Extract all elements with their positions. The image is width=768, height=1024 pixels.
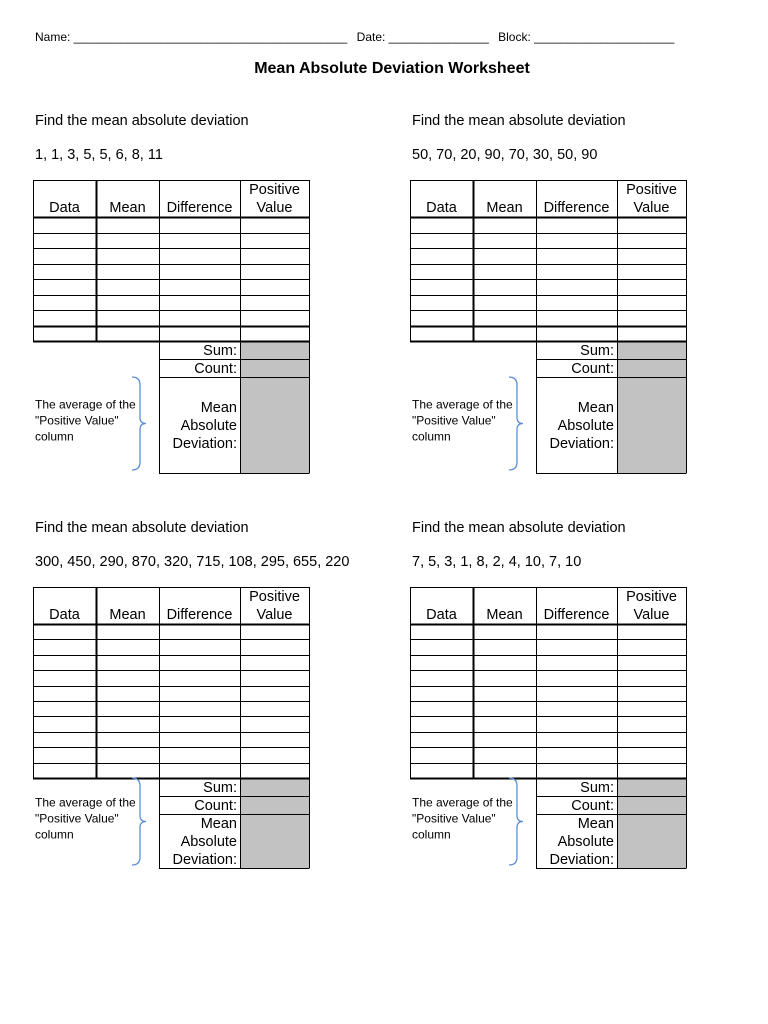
mad-label-absolute: Absolute: [180, 418, 237, 434]
mad-label-mean: Mean: [577, 816, 614, 832]
problem-4: [410, 520, 740, 868]
note-line: "Positive Value": [35, 811, 119, 826]
header-positive: Positive: [249, 589, 300, 605]
problem-prompt: Find the mean absolute deviation: [412, 520, 626, 536]
note-line: The average of the: [35, 397, 136, 412]
header-difference: Difference: [543, 607, 610, 623]
note-line: "Positive Value": [412, 811, 496, 826]
header-mean: Mean: [109, 607, 146, 623]
mad-label-mean: Mean: [577, 400, 614, 416]
brace-icon: [132, 778, 146, 865]
count-answer-cell[interactable]: [241, 797, 309, 814]
mad-answer-cell[interactable]: [618, 815, 686, 868]
mad-label-deviation: Deviation:: [549, 852, 614, 868]
mad-answer-cell[interactable]: [618, 378, 686, 473]
problem-dataset: 7, 5, 3, 1, 8, 2, 4, 10, 7, 10: [412, 554, 582, 570]
mad-label-deviation: Deviation:: [172, 852, 237, 868]
mad-label-deviation: Deviation:: [172, 436, 237, 452]
header-positive: Positive: [626, 182, 677, 198]
mad-label-deviation: Deviation:: [549, 436, 614, 452]
mad-label-mean: Mean: [200, 400, 237, 416]
note-line: The average of the: [35, 795, 136, 810]
name-field[interactable]: Name: _________________________________________: [35, 30, 348, 44]
problem-dataset: 300, 450, 290, 870, 320, 715, 108, 295, 655, 220: [35, 554, 350, 570]
problem-1: [33, 113, 363, 453]
header-difference: Difference: [166, 607, 233, 623]
header-difference: Difference: [166, 200, 233, 216]
note-line: column: [412, 429, 451, 444]
header-data: Data: [49, 607, 80, 623]
sum-answer-cell[interactable]: [618, 779, 686, 796]
count-label: Count:: [571, 361, 614, 377]
header-positive: Positive: [249, 182, 300, 198]
block-field[interactable]: Block: _____________________: [498, 30, 675, 44]
mad-label-absolute: Absolute: [180, 834, 237, 850]
header-mean: Mean: [486, 607, 523, 623]
note-line: column: [35, 827, 74, 842]
mad-table: [33, 587, 363, 872]
page-title: Mean Absolute Deviation Worksheet: [254, 60, 530, 77]
header-value: Value: [633, 200, 670, 216]
mad-label-absolute: Absolute: [557, 418, 614, 434]
sum-label: Sum:: [580, 343, 614, 359]
problem-dataset: 50, 70, 20, 90, 70, 30, 50, 90: [412, 147, 598, 163]
mad-table: [410, 180, 740, 477]
note-line: "Positive Value": [35, 413, 119, 428]
brace-icon: [509, 778, 523, 865]
problem-3: [33, 520, 363, 868]
count-answer-cell[interactable]: [241, 360, 309, 377]
sum-answer-cell[interactable]: [618, 342, 686, 359]
problem-prompt: Find the mean absolute deviation: [412, 113, 626, 129]
count-label: Count:: [571, 798, 614, 814]
note-line: The average of the: [412, 795, 513, 810]
problem-dataset: 1, 1, 3, 5, 5, 6, 8, 11: [35, 147, 163, 163]
note-line: "Positive Value": [412, 413, 496, 428]
note-line: column: [35, 429, 74, 444]
count-answer-cell[interactable]: [618, 797, 686, 814]
sum-answer-cell[interactable]: [241, 342, 309, 359]
sum-label: Sum:: [203, 343, 237, 359]
note-line: column: [412, 827, 451, 842]
sum-label: Sum:: [203, 780, 237, 796]
header-data: Data: [426, 200, 457, 216]
header-value: Value: [256, 200, 293, 216]
sum-answer-cell[interactable]: [241, 779, 309, 796]
brace-icon: [132, 377, 146, 470]
header-value: Value: [633, 607, 670, 623]
mad-label-mean: Mean: [200, 816, 237, 832]
header-difference: Difference: [543, 200, 610, 216]
count-answer-cell[interactable]: [618, 360, 686, 377]
date-field[interactable]: Date: _______________: [356, 30, 489, 44]
problem-prompt: Find the mean absolute deviation: [35, 520, 249, 536]
problem-prompt: Find the mean absolute deviation: [35, 113, 249, 129]
mad-answer-cell[interactable]: [241, 815, 309, 868]
header-value: Value: [256, 607, 293, 623]
mad-label-absolute: Absolute: [557, 834, 614, 850]
brace-icon: [509, 377, 523, 470]
header-positive: Positive: [626, 589, 677, 605]
header-data: Data: [426, 607, 457, 623]
mad-answer-cell[interactable]: [241, 378, 309, 473]
student-info-header: [35, 30, 680, 44]
count-label: Count:: [194, 798, 237, 814]
note-line: The average of the: [412, 397, 513, 412]
mad-table: [33, 180, 363, 477]
mad-table: [410, 587, 740, 872]
count-label: Count:: [194, 361, 237, 377]
header-mean: Mean: [486, 200, 523, 216]
header-data: Data: [49, 200, 80, 216]
problem-2: [410, 113, 740, 453]
sum-label: Sum:: [580, 780, 614, 796]
header-mean: Mean: [109, 200, 146, 216]
